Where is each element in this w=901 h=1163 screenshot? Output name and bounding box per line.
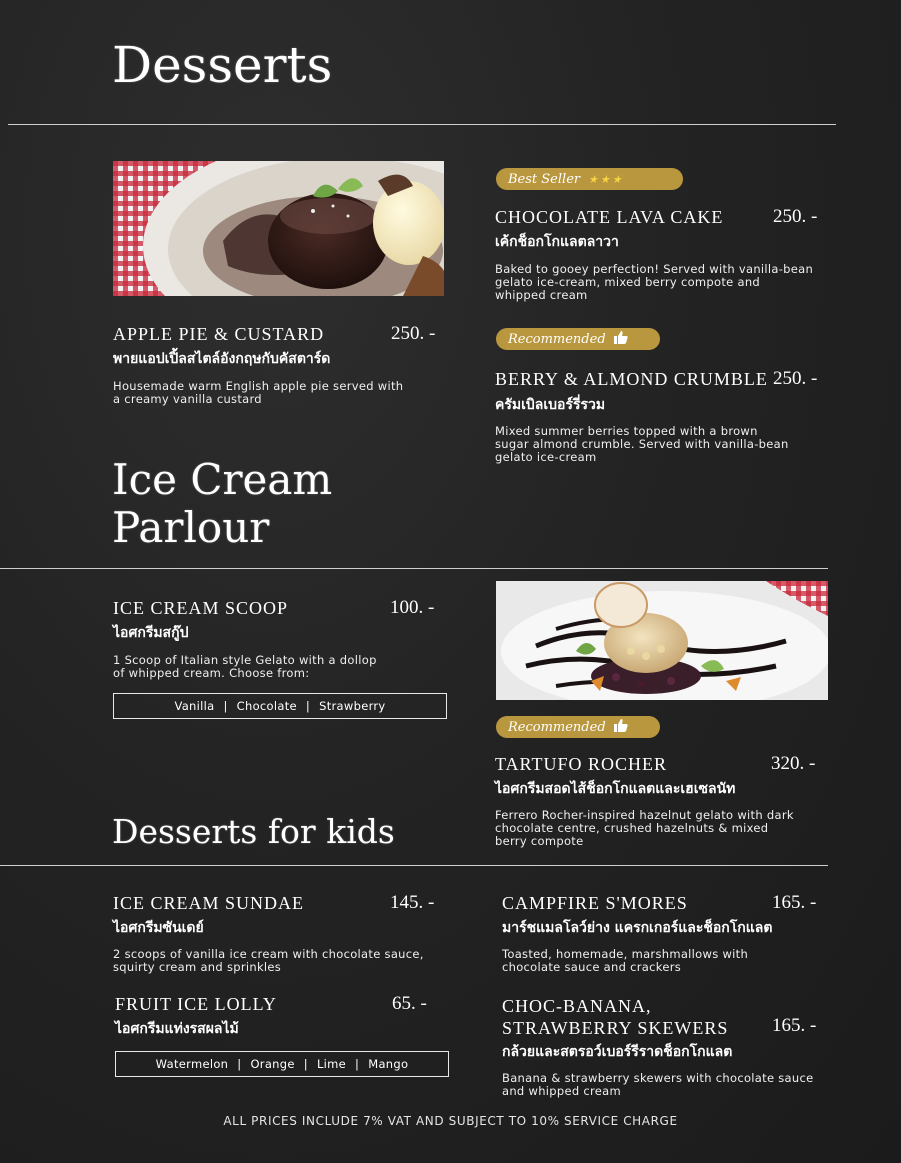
option-vanilla: Vanilla xyxy=(174,699,215,713)
section-title-ice-cream xyxy=(112,456,332,552)
item-name-scoop: ICE CREAM SCOOP xyxy=(113,598,289,618)
recommended-label: Recommended xyxy=(508,331,606,347)
item-desc-scoop xyxy=(113,654,377,680)
divider-ice-cream xyxy=(0,568,828,569)
option-lime: Lime xyxy=(316,1057,347,1071)
option-watermelon: Watermelon xyxy=(155,1057,229,1071)
option-mango: Mango xyxy=(368,1057,409,1071)
desc-line: of whipped cream. Choose from: xyxy=(113,666,310,680)
lava-cake-photo xyxy=(113,161,444,296)
option-strawberry: Strawberry xyxy=(319,699,386,713)
item-price-scoop: 100. - xyxy=(390,597,435,618)
best-seller-label: Best Seller xyxy=(508,171,581,187)
divider-desserts xyxy=(8,124,836,125)
desc-line: gelato ice-cream xyxy=(495,450,597,464)
desc-line: Mixed summer berries topped with a brown xyxy=(495,424,758,438)
desc-line: chocolate centre, crushed hazelnuts & mixed xyxy=(495,821,769,835)
option-separator: | xyxy=(355,1057,360,1071)
item-name-lolly: FRUIT ICE LOLLY xyxy=(115,994,277,1014)
recommended-badge xyxy=(496,716,660,738)
desc-line: Baked to gooey perfection! Served with vanilla-bean xyxy=(495,262,814,276)
desc-line: Banana & strawberry skewers with chocolate sauce xyxy=(502,1071,814,1085)
scoop-flavour-options xyxy=(113,693,447,719)
item-desc-tartufo xyxy=(495,809,794,848)
item-thai-apple-pie: พายแอปเปิ้ลสไตล์อังกฤษกับคัสตาร์ด xyxy=(113,351,331,367)
item-desc-apple-pie xyxy=(113,380,403,406)
star-icon: ★★★ xyxy=(588,172,624,186)
item-name-line: CHOC-BANANA, xyxy=(502,996,652,1016)
item-name-sundae: ICE CREAM SUNDAE xyxy=(113,893,305,913)
item-desc-crumble xyxy=(495,425,789,464)
footer-note: ALL PRICES INCLUDE 7% VAT AND SUBJECT TO 10% SERVICE CHARGE xyxy=(223,1114,678,1128)
section-title-line: Ice Cream xyxy=(112,455,333,504)
item-price-lava-cake: 250. - xyxy=(773,206,818,227)
desc-line: berry compote xyxy=(495,834,584,848)
desc-line: whipped cream xyxy=(495,288,588,302)
thumbs-up-icon xyxy=(614,331,628,348)
item-thai-lolly: ไอศกรีมแท่งรสผลไม้ xyxy=(115,1021,239,1037)
item-name-apple-pie: APPLE PIE & CUSTARD xyxy=(113,324,325,344)
best-seller-badge xyxy=(496,168,683,190)
item-name-tartufo: TARTUFO ROCHER xyxy=(495,754,667,774)
desc-line: Ferrero Rocher-inspired hazelnut gelato with dark xyxy=(495,808,794,822)
item-name-skewers xyxy=(502,995,728,1039)
item-thai-smores: มาร์ชแมลโลว์ย่าง แครกเกอร์และช็อกโกแลต xyxy=(502,920,773,936)
item-price-lolly: 65. - xyxy=(392,993,427,1014)
recommended-badge xyxy=(496,328,660,350)
desc-line: sugar almond crumble. Served with vanilla-bean xyxy=(495,437,789,451)
section-title-desserts: Desserts xyxy=(112,36,333,94)
item-price-tartufo: 320. - xyxy=(771,753,816,774)
item-name-line: STRAWBERRY SKEWERS xyxy=(502,1018,729,1038)
option-separator: | xyxy=(303,1057,308,1071)
item-thai-skewers: กล้วยและสตรอว์เบอร์รีราดช็อกโกแลต xyxy=(502,1044,733,1060)
desc-line: and whipped cream xyxy=(502,1084,622,1098)
desc-line: Toasted, homemade, marshmallows with xyxy=(502,947,749,961)
desc-line: 1 Scoop of Italian style Gelato with a dollop xyxy=(113,653,377,667)
item-thai-lava-cake: เค้กช็อกโกแลตลาวา xyxy=(495,234,619,250)
desc-line: Housemade warm English apple pie served with xyxy=(113,379,404,393)
item-price-smores: 165. - xyxy=(772,892,817,913)
recommended-label: Recommended xyxy=(508,719,606,735)
item-price-skewers: 165. - xyxy=(772,1015,817,1036)
option-orange: Orange xyxy=(250,1057,295,1071)
tartufo-photo xyxy=(496,581,828,700)
item-desc-smores xyxy=(502,948,748,974)
section-title-line: Parlour xyxy=(112,503,270,552)
section-title-kids: Desserts for kids xyxy=(112,812,395,851)
item-desc-lava-cake xyxy=(495,263,813,302)
item-name-smores: CAMPFIRE S'MORES xyxy=(502,893,688,913)
lolly-flavour-options xyxy=(115,1051,449,1077)
item-name-crumble: BERRY & ALMOND CRUMBLE xyxy=(495,369,768,389)
option-separator: | xyxy=(223,699,228,713)
item-desc-sundae xyxy=(113,948,424,974)
item-price-apple-pie: 250. - xyxy=(391,323,436,344)
item-thai-scoop: ไอศกรีมสกู๊ป xyxy=(113,625,189,641)
desc-line: gelato ice-cream, mixed berry compote and xyxy=(495,275,761,289)
desc-line: chocolate sauce and crackers xyxy=(502,960,682,974)
desc-line: squirty cream and sprinkles xyxy=(113,960,282,974)
divider-kids xyxy=(0,865,828,866)
thumbs-up-icon xyxy=(614,719,628,736)
item-thai-sundae: ไอศกรีมซันเดย์ xyxy=(113,920,204,936)
option-chocolate: Chocolate xyxy=(236,699,297,713)
desc-line: a creamy vanilla custard xyxy=(113,392,262,406)
item-price-crumble: 250. - xyxy=(773,368,818,389)
item-price-sundae: 145. - xyxy=(390,892,435,913)
desc-line: 2 scoops of vanilla ice cream with chocolate sauce, xyxy=(113,947,424,961)
item-name-lava-cake: CHOCOLATE LAVA CAKE xyxy=(495,207,724,227)
item-desc-skewers xyxy=(502,1072,814,1098)
option-separator: | xyxy=(237,1057,242,1071)
item-thai-tartufo: ไอศกรีมสอดไส้ช็อกโกแลตและเฮเซลนัท xyxy=(495,781,736,797)
option-separator: | xyxy=(305,699,311,713)
item-thai-crumble: ครัมเบิลเบอร์รี่รวม xyxy=(495,397,606,413)
